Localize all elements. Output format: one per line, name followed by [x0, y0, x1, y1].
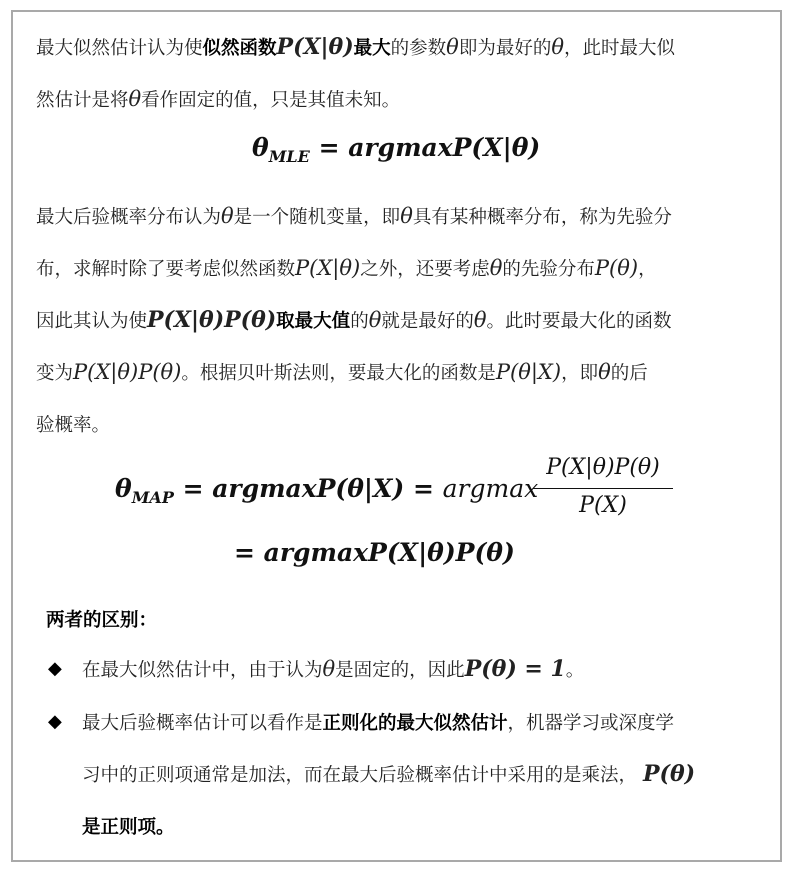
eq-subscript: MAP — [131, 488, 174, 507]
diff-heading: 两者的区别： — [46, 610, 158, 631]
text: 是一个随机变量，即 — [233, 207, 401, 228]
eq-subscript: MLE — [268, 147, 310, 166]
p2-line-4 — [36, 359, 648, 385]
p2-line-1 — [36, 203, 672, 229]
text: 。根据贝叶斯法则，要最大化的函数是 — [181, 363, 496, 384]
bold-text: 取最大值 — [276, 311, 351, 332]
equation-mle — [252, 133, 540, 166]
p2-line-3 — [36, 307, 672, 333]
math-theta: θ — [322, 657, 336, 681]
math-likelihood: P(X|θ) — [295, 256, 361, 280]
text: 然估计是将 — [36, 90, 129, 111]
equation-map-line-1 — [115, 474, 538, 507]
text: 最大似然估计认为使 — [36, 38, 203, 59]
math-theta: θ — [489, 256, 503, 280]
equation-map-line-2 — [234, 538, 515, 567]
eq-argmax: argmax — [442, 474, 539, 503]
eq-line-2: = argmaxP(X|θ)P(θ) — [234, 538, 515, 567]
math-posterior: P(θ|X) — [495, 360, 562, 384]
p1-line-1 — [36, 34, 675, 60]
text: 的 — [350, 311, 369, 332]
text: 习中的正则项通常是加法，而在最大后验概率估计中采用的是乘法， — [82, 765, 638, 786]
text: 即为最好的 — [458, 38, 552, 59]
bullet-icon: ◆ — [48, 711, 62, 732]
text: ，即 — [561, 363, 599, 384]
text: 在最大似然估计中，由于认为 — [82, 660, 323, 681]
numerator-text: P(X|θ)P(θ) — [546, 455, 660, 480]
math-theta: θ — [368, 308, 382, 332]
bullet-1-line — [82, 656, 584, 682]
text: 看作固定的值，只是其值未知。 — [141, 90, 401, 111]
math-posterior-product: P(X|θ)P(θ) — [147, 307, 277, 333]
text: 之外，还要考虑 — [360, 259, 490, 280]
text: 。此时要最大化的函数 — [486, 311, 672, 332]
text: 的后 — [610, 363, 648, 384]
p2-line-5 — [36, 411, 110, 437]
math-product: P(X|θ)P(θ) — [73, 360, 182, 384]
text: 布，求解时除了要考虑似然函数 — [36, 259, 296, 280]
text: 具有某种概率分布，称为先验分 — [412, 207, 672, 228]
math-theta: θ — [473, 308, 487, 332]
text: 变为 — [36, 363, 74, 384]
math-theta: θ — [598, 360, 611, 384]
text: 就是最好的 — [381, 311, 474, 332]
text: 最大后验概率分布认为 — [36, 207, 222, 228]
bold-text: 似然函数 — [202, 38, 277, 59]
bullet-2-line-1 — [82, 709, 674, 735]
eq-mid: = argmaxP(θ|X) = — [182, 474, 434, 503]
bold-text: 最大 — [353, 38, 391, 59]
text: 的参数 — [390, 38, 447, 59]
text: 是固定的，因此 — [335, 660, 465, 681]
p2-line-2 — [36, 255, 657, 281]
math-theta: θ — [128, 87, 142, 111]
text: 验概率。 — [36, 415, 111, 436]
text: ， — [638, 259, 657, 280]
bullet-icon: ◆ — [48, 658, 62, 679]
text: 。 — [565, 660, 585, 681]
text: 的先验分布 — [502, 259, 595, 280]
denominator-text: P(X) — [579, 493, 627, 518]
fraction-bar — [533, 488, 673, 489]
math-prior: P(θ) — [594, 256, 639, 280]
eq-theta: θ — [252, 133, 269, 162]
p1-line-2 — [36, 86, 400, 112]
math-prior: P(θ) — [643, 761, 696, 787]
eq-rhs: = argmaxP(X|θ) — [318, 133, 541, 162]
fraction-numerator — [533, 455, 673, 480]
bullet-2-line-2 — [82, 761, 695, 787]
eq-theta: θ — [115, 474, 132, 503]
math-prior-equals-one: P(θ) = 1 — [464, 656, 566, 682]
fraction-denominator — [533, 493, 673, 518]
bold-text: 正则化的最大似然估计 — [322, 713, 508, 734]
math-theta: θ — [551, 35, 564, 59]
text: ，机器学习或深度学 — [507, 713, 675, 734]
math-theta: θ — [221, 204, 234, 228]
math-theta: θ — [400, 204, 413, 228]
text: 最大后验概率估计可以看作是 — [82, 713, 323, 734]
text: 因此其认为使 — [36, 311, 148, 332]
math-theta: θ — [446, 35, 459, 59]
text: ，此时最大似 — [564, 38, 676, 59]
math-likelihood: P(X|θ) — [276, 34, 354, 60]
bullet-2-line-3: 是正则项。 — [82, 817, 175, 838]
